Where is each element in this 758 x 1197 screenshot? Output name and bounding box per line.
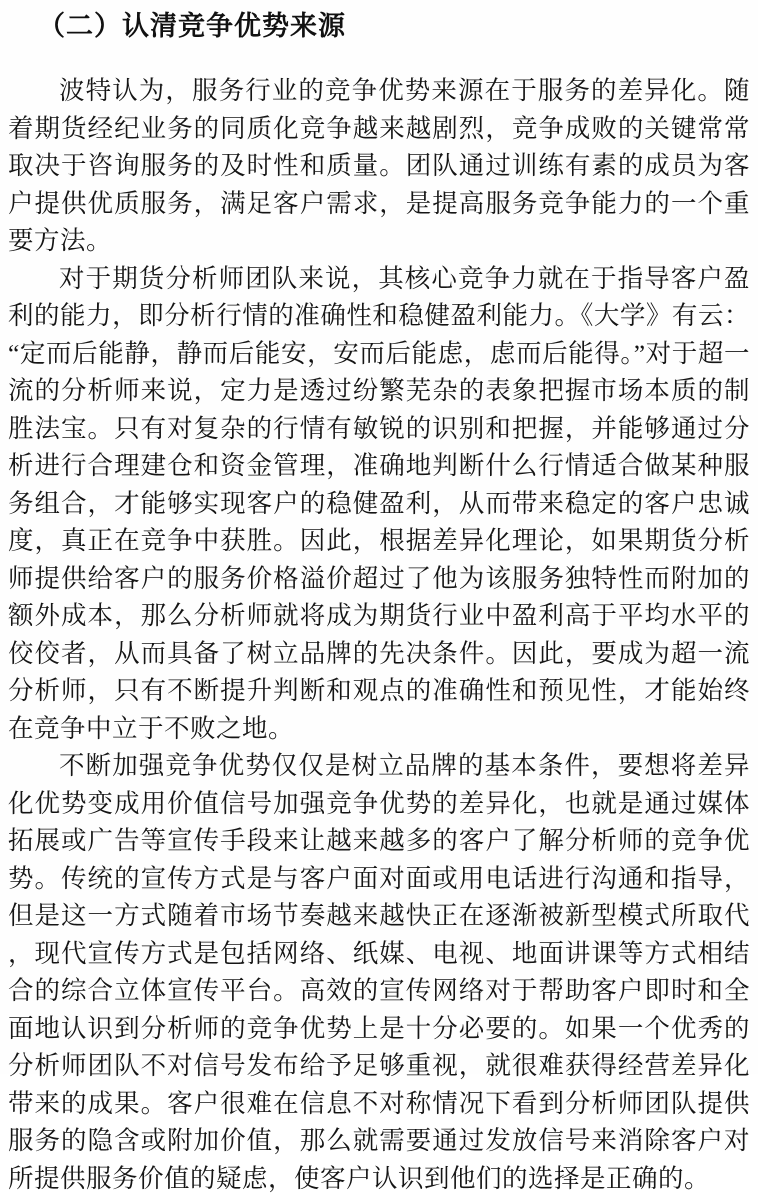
paragraph: 不断加强竞争优势仅仅是树立品牌的基本条件，要想将差异化优势变成用价值信号加强竞争优势的差异化，也就是通过媒体拓展或广告等宣传手段来让越来越多的客户了解分析师的竞争优势。传统的宣传方式是与客户面对面或用电话进行沟通和指导，但是这一方式随着市场节奏越来越快正在逐渐被新型模式所取代，现代宣传方式是包括网络、纸媒、电视、地面讲课等方式相结合的综合立体宣传平台。高效的宣传网络对于帮助客户即时和全面地认识到分析师的竞争优势上是十分必要的。如果一个优秀的分析师团队不对信号发布给予足够重视，就很难获得经营差异化带来的成果。客户很难在信息不对称情况下看到分析师团队提供服务的隐含或附加价值，那么就需要通过发放信号来消除客户对所提供服务价值的疑虑，使客户认识到他们的选择是正确的。: [8, 751, 750, 1193]
paragraph: 对于期货分析师团队来说，其核心竞争力就在于指导客户盈利的能力，即分析行情的准确性和稳健盈利能力。《大学》有云：“定而后能静，静而后能安，安而后能虑，虑而后能得。”对于超一流的分析师来说，定力是透过纷繁芜杂的表象把握市场本质的制胜法宝。只有对复杂的行情有敏锐的识别和把握，并能够通过分析进行合理建仓和资金管理，准确地判断什么行情适合做某种服务组合，才能够实现客户的稳健盈利，从而带来稳定的客户忠诚度，真正在竞争中获胜。因此，根据差异化理论，如果期货分析师提供给客户的服务价格溢价超过了他为该服务独特性而附加的额外成本，那么分析师就将成为期货行业中盈利高于平均水平的佼佼者，从而具备了树立品牌的先决条件。因此，要成为超一流分析师，只有不断提升判断和观点的准确性和预见性，才能始终在竞争中立于不败之地。: [8, 263, 750, 743]
section-heading: （二）认清竞争优势来源: [38, 11, 346, 41]
paragraph: 波特认为，服务行业的竞争优势来源在于服务的差异化。随着期货经纪业务的同质化竞争越来越剧烈，竞争成败的关键常常取决于咨询服务的及时性和质量。团队通过训练有素的成员为客户提供优质服务，满足客户需求，是提高服务竞争能力的一个重要方法。: [8, 76, 750, 255]
